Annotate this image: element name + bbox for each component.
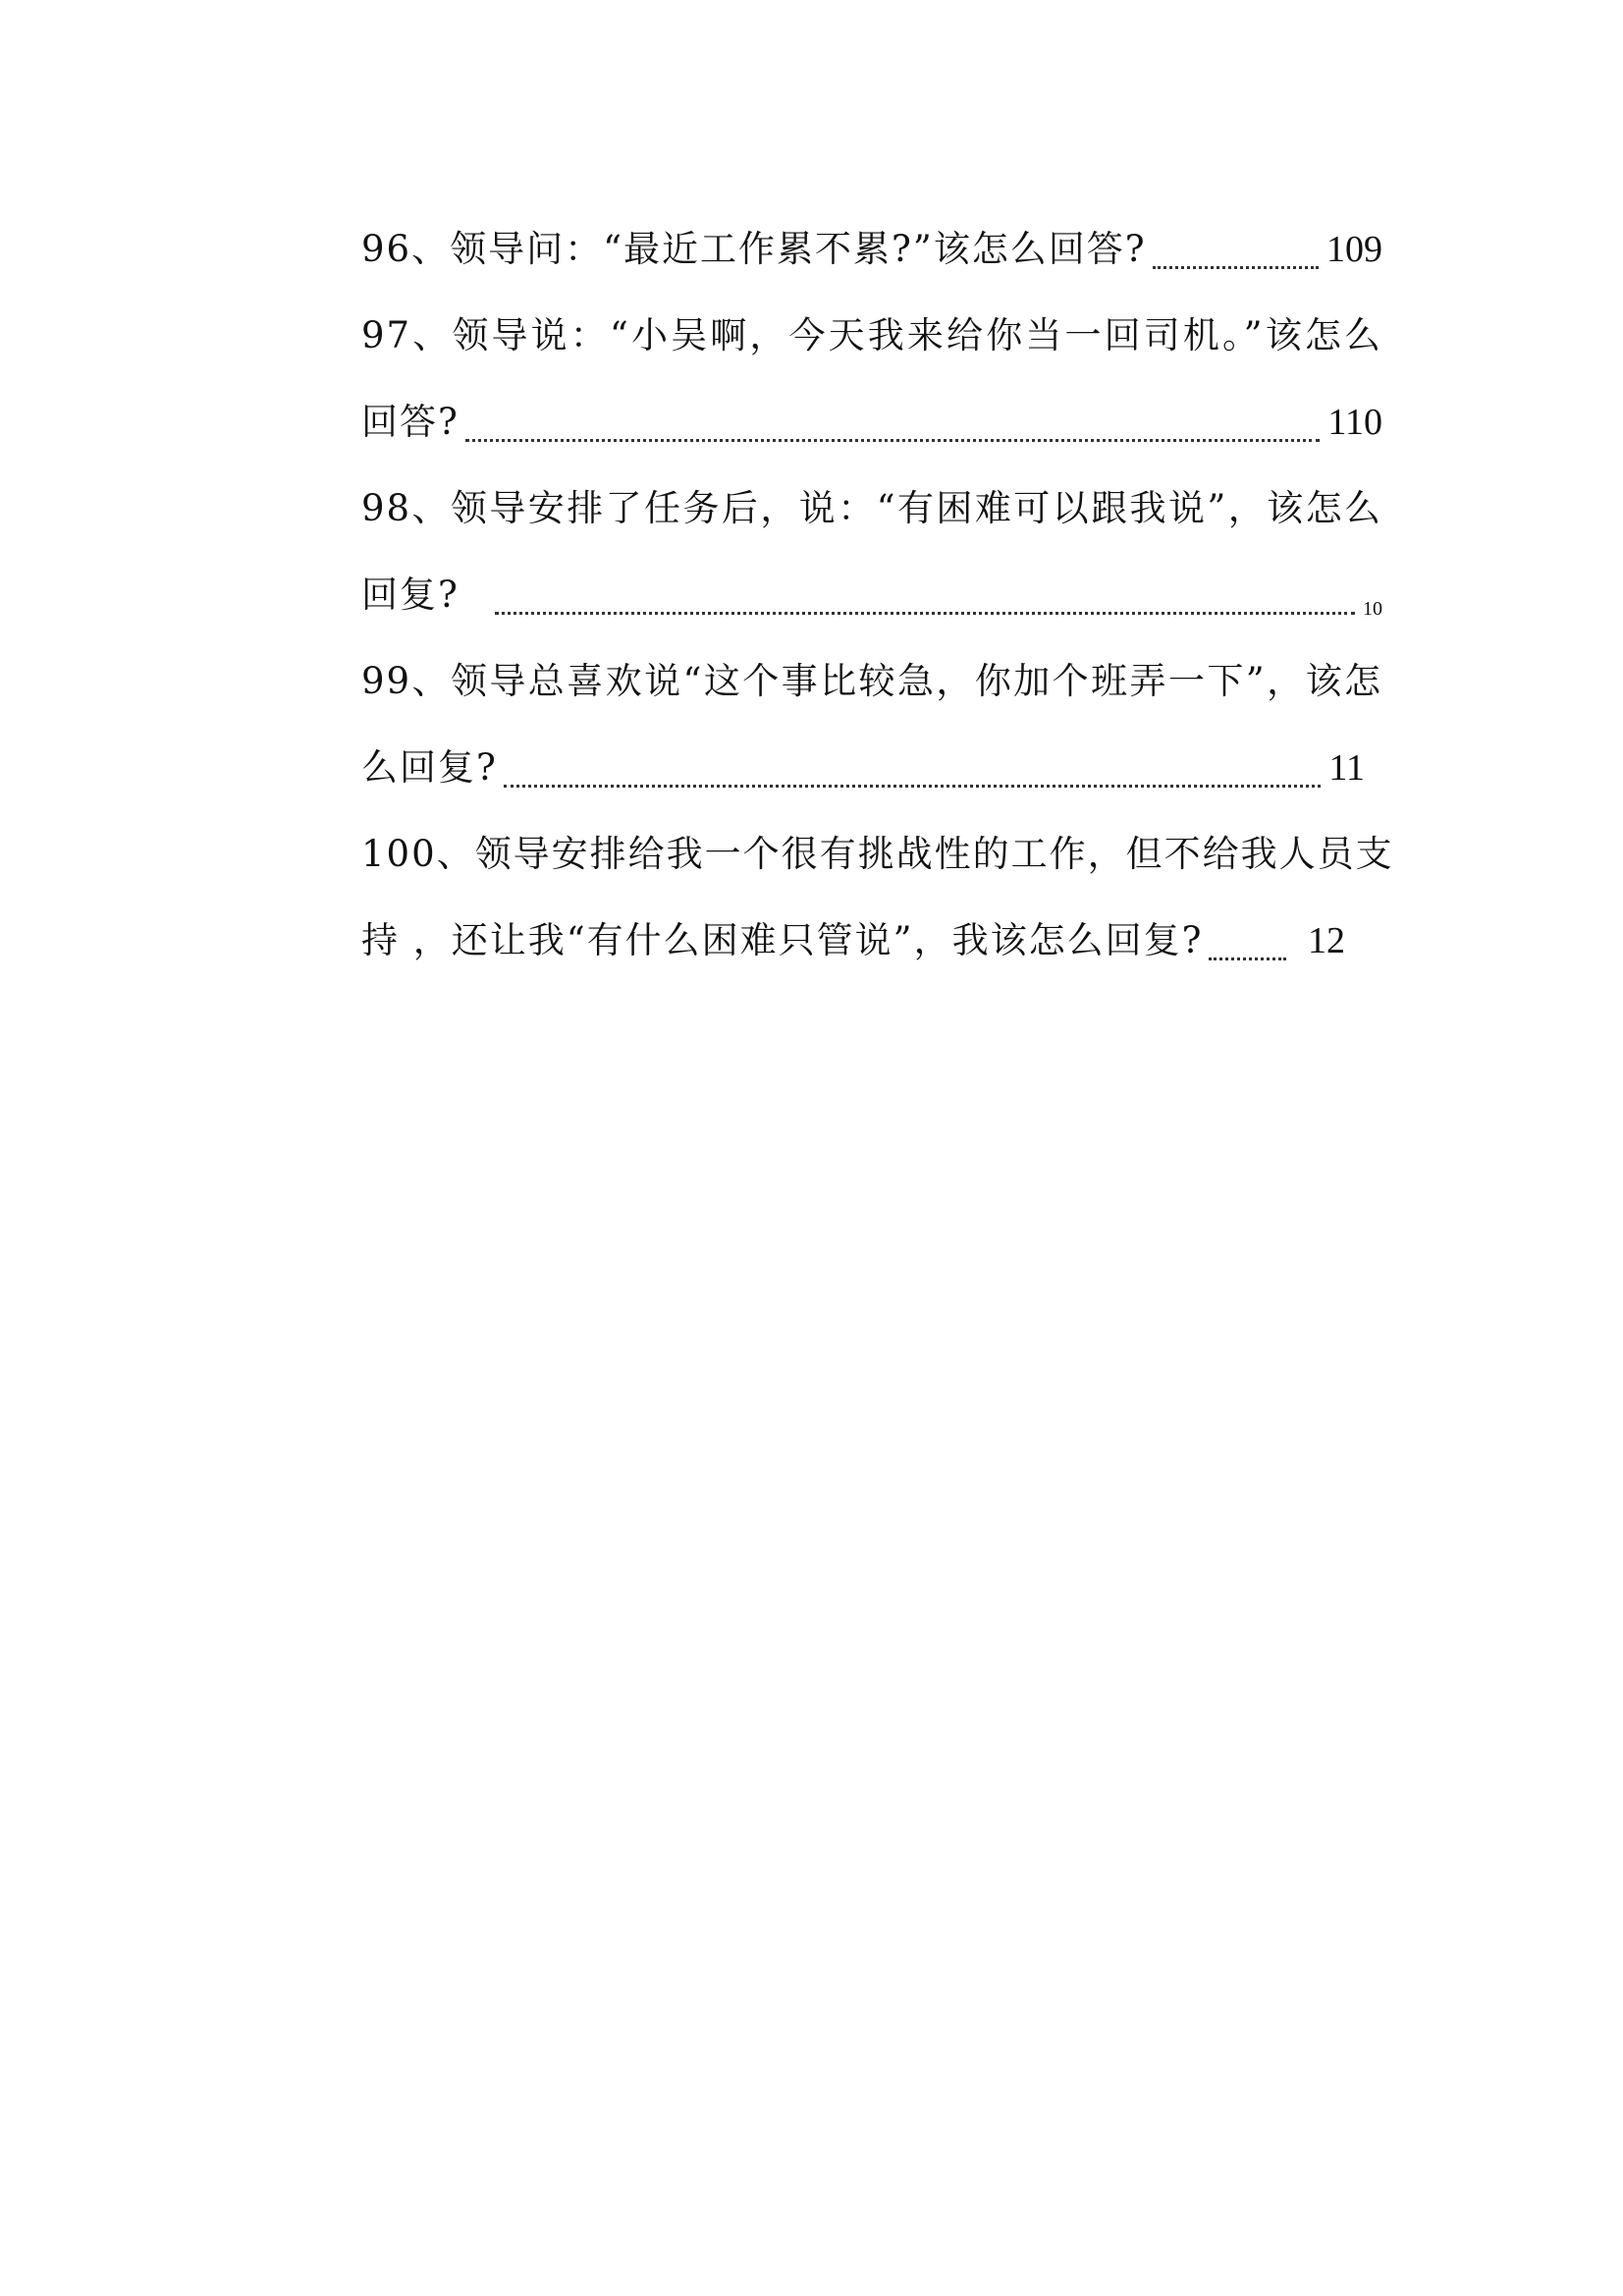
toc-entry-99-line-1[interactable] (361, 638, 1382, 725)
toc-entry-99-line-2[interactable] (361, 725, 1382, 811)
toc-page-number: 110 (1327, 402, 1382, 443)
toc-page-number: 11 (1328, 747, 1365, 789)
toc-entry-title: 98、领导安排了任务后，说：“有困难可以跟我说”，该怎么 (361, 487, 1382, 529)
toc-page-number: 12 (1308, 920, 1345, 961)
dot-leader (1153, 265, 1319, 269)
toc-entry-97-line-1[interactable] (361, 293, 1382, 379)
toc-entry-title: 97、领导说：“小吴啊，今天我来给你当一回司机。”该怎么 (361, 314, 1382, 356)
toc-page-number: 10 (1363, 598, 1382, 620)
toc-entry-title: 100、领导安排给我一个很有挑战性的工作，但不给我人员支 (361, 833, 1394, 875)
toc-entry-title-continued: 持 ，还让我“有什么困难只管说”，我该怎么回复? (361, 919, 1204, 961)
dot-leader (1209, 957, 1286, 960)
dot-leader (504, 784, 1322, 788)
toc-entry-100-line-1[interactable] (361, 811, 1394, 898)
toc-entry-97-line-2[interactable] (361, 379, 1382, 465)
toc-entry-98-line-2[interactable] (361, 552, 1382, 638)
dot-leader (495, 611, 1355, 615)
toc-entry-100-line-2[interactable] (361, 898, 1363, 984)
table-of-contents (361, 206, 1394, 984)
toc-entry-title: 99、领导总喜欢说“这个事比较急，你加个班弄一下”，该怎 (361, 660, 1382, 702)
toc-entry-title-continued: 么回复? (361, 746, 498, 789)
toc-entry-98-line-1[interactable] (361, 465, 1382, 552)
toc-entry-96[interactable] (361, 206, 1382, 293)
toc-page-number: 109 (1326, 229, 1382, 270)
dot-leader (465, 438, 1321, 442)
toc-entry-title: 96、领导问：“最近工作累不累?”该怎么回答? (361, 228, 1147, 270)
toc-entry-title-continued: 回答? (361, 401, 460, 443)
toc-entry-title-continued: 回复? (361, 574, 460, 616)
